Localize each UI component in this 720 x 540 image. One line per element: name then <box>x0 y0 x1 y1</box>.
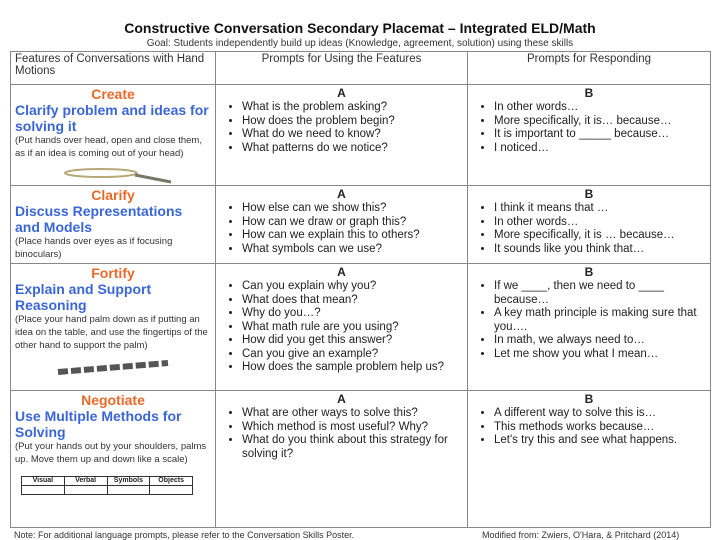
list-item: • What do we need to know? <box>242 128 463 142</box>
skill-name: Discuss Representations and Models <box>15 203 183 235</box>
header-features: Features of Conversations with Hand Motions <box>11 52 216 85</box>
hand-motion: (Place hands over eyes as if focusing binoculars) <box>15 236 173 260</box>
list-item: • More specifically, it is … because… <box>494 229 706 243</box>
row-negotiate <box>11 391 711 528</box>
list-item: • A different way to solve this is… <box>494 407 706 421</box>
list-item: • In math, we always need to… <box>494 334 706 348</box>
row-fortify <box>11 264 711 391</box>
prompts-b <box>472 101 706 155</box>
list-item: • More specifically, it is… because… <box>494 115 706 129</box>
chain-icon <box>53 358 173 376</box>
header-row <box>11 52 711 85</box>
list-item: • How did you get this answer? <box>242 334 463 348</box>
header-prompts-responding: Prompts for Responding <box>468 52 711 85</box>
list-item: • What math rule are you using? <box>242 321 463 335</box>
feature-name: Fortify <box>91 265 135 281</box>
column-label-b: B <box>584 392 594 406</box>
column-label-b: B <box>584 86 594 100</box>
row-clarify <box>11 186 711 264</box>
list-item: • How can we draw or graph this? <box>242 216 463 230</box>
methods-table <box>21 476 193 495</box>
page-title: Constructive Conversation Secondary Placemat – Integrated ELD/Math <box>124 20 596 36</box>
list-item: • Which method is most useful? Why? <box>242 421 463 435</box>
list-item: • How does the problem begin? <box>242 115 463 129</box>
list-item: • Let's try this and see what happens. <box>494 434 706 448</box>
list-item: • If we ____, then we need to ____ because… <box>494 280 706 307</box>
placemat-table <box>10 51 711 528</box>
column-label-a: A <box>337 265 346 279</box>
prompts-a <box>220 101 463 155</box>
column-label-a: A <box>337 392 346 406</box>
list-item: • What are other ways to solve this? <box>242 407 463 421</box>
list-item: • It is important to _____ because… <box>494 128 706 142</box>
method-objects: Objects <box>150 477 193 486</box>
goal-statement: Goal: Students independently build up ideas (Knowledge, agreement, solution) using these skills <box>146 38 574 49</box>
magnifying-glass-icon <box>53 166 173 184</box>
footer-note: Note: For additional language prompts, please refer to the Conversation Skills Poster. <box>14 530 355 540</box>
column-label-a: A <box>337 86 346 100</box>
list-item: • Can you explain why you? <box>242 280 463 294</box>
column-label-a: A <box>337 187 346 201</box>
list-item: • How does the sample problem help us? <box>242 361 463 375</box>
list-item: • This methods works because… <box>494 421 706 435</box>
skill-name: Explain and Support Reasoning <box>15 281 152 313</box>
list-item: • Can you give an example? <box>242 348 463 362</box>
column-label-b: B <box>584 265 594 279</box>
row-create <box>11 85 711 186</box>
skill-name: Use Multiple Methods for Solving <box>15 408 182 440</box>
header-prompts-using: Prompts for Using the Features <box>216 52 468 85</box>
footer-credit: Modified from: Zwiers, O'Hara, & Pritchard (2014) <box>482 530 680 540</box>
column-label-b: B <box>584 187 594 201</box>
feature-name: Create <box>91 86 135 102</box>
hand-motion: (Put hands over head, open and close them, as if an idea is coming out of your head) <box>15 135 202 159</box>
list-item: • In other words… <box>494 101 706 115</box>
list-item: • It sounds like you think that… <box>494 243 706 257</box>
list-item: • How can we explain this to others? <box>242 229 463 243</box>
feature-name: Negotiate <box>81 392 145 408</box>
method-verbal: Verbal <box>64 477 107 486</box>
list-item: • How else can we show this? <box>242 202 463 216</box>
hand-motion: (Put your hands out by your shoulders, palms up. Move them up and down like a scale) <box>15 441 207 465</box>
list-item: • I noticed… <box>494 142 706 156</box>
list-item: • What patterns do we notice? <box>242 142 463 156</box>
list-item: • Why do you…? <box>242 307 463 321</box>
method-symbols: Symbols <box>107 477 150 486</box>
list-item: • What do you think about this strategy for solving it? <box>242 434 463 461</box>
list-item: • Let me show you what I mean… <box>494 348 706 362</box>
skill-name: Clarify problem and ideas for solving it <box>15 102 209 134</box>
list-item: • In other words… <box>494 216 706 230</box>
list-item: • What does that mean? <box>242 294 463 308</box>
list-item: • What symbols can we use? <box>242 243 463 257</box>
hand-motion: (Place your hand palm down as if putting an idea on the table, and use the fingertips of the other hand to support the palm) <box>15 314 208 351</box>
method-visual: Visual <box>22 477 65 486</box>
list-item: • I think it means that … <box>494 202 706 216</box>
list-item: • What is the problem asking? <box>242 101 463 115</box>
feature-name: Clarify <box>91 187 135 203</box>
list-item: • A key math principle is making sure that you…. <box>494 307 706 334</box>
